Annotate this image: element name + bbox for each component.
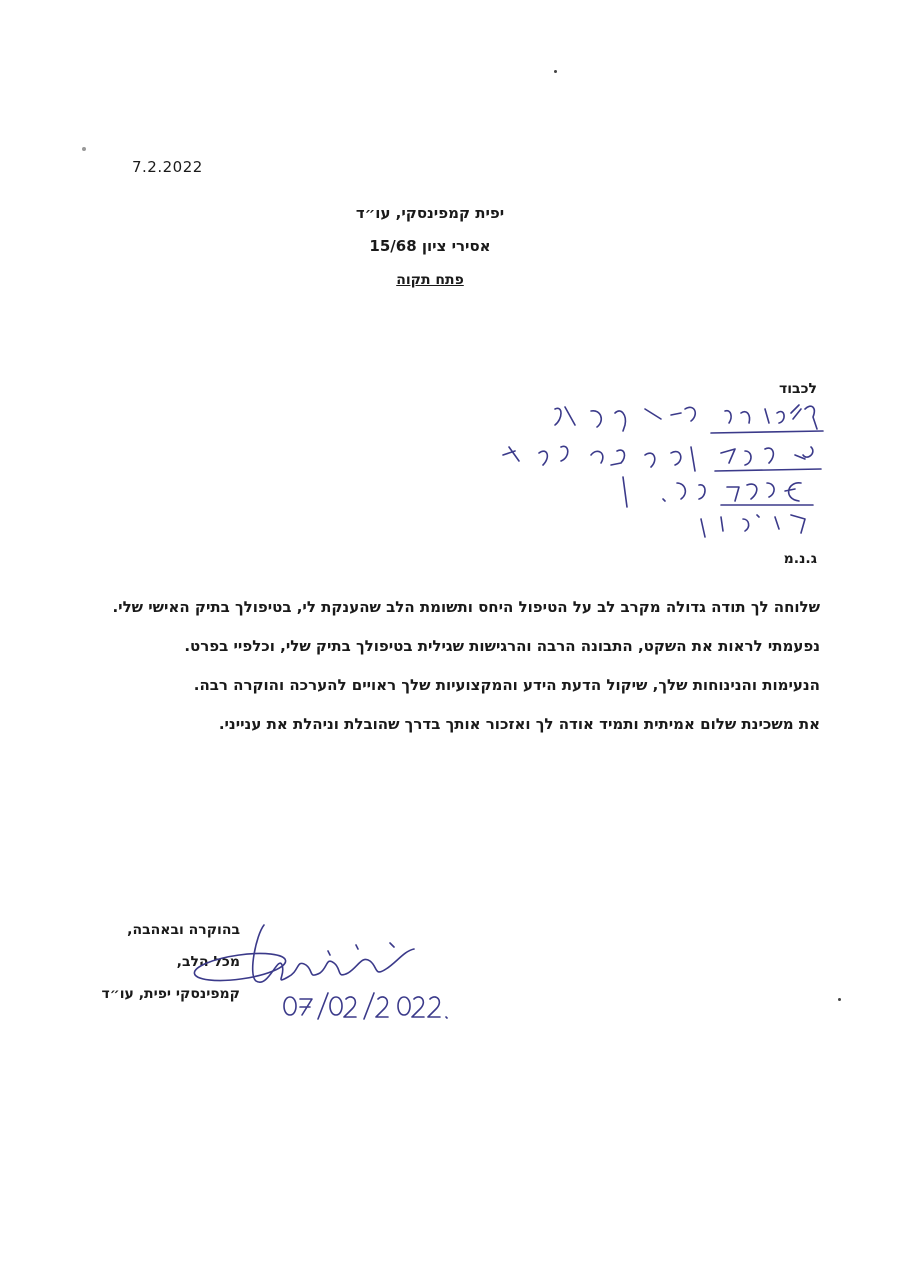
handwritten-recipient-address xyxy=(495,395,825,545)
closing-line-3: קמפינסקי יפית, עו״ד xyxy=(101,986,240,1002)
sender-city: פתח תקוה xyxy=(396,272,464,288)
body-paragraph-3: הנעימות והנינוחות שלך, שיקול הדעת הידע והמקצועיות שלך ראויים להערכה והוקרה רבה. xyxy=(193,676,820,694)
greeting: ג.נ.מ xyxy=(783,551,817,567)
speck-top xyxy=(554,70,557,73)
speck-right xyxy=(838,998,841,1001)
salutation: לכבוד xyxy=(779,381,817,397)
body-paragraph-4: את משכינת שלום אמיתית ותמיד אודה לך ואזכור אותך בדרך שהובלת וניהלת את ענייני. xyxy=(218,715,820,733)
handwritten-signature xyxy=(178,915,448,1025)
letter-body xyxy=(110,592,820,748)
body-paragraph-2: נפעמתי לראות את השקט, התבונה הרבה והרגישות שגילית בטיפולך בתיק שלי, וכלפיי בפרט. xyxy=(184,637,820,655)
sender-subtitle: אסירי ציון 15/68 xyxy=(369,237,491,255)
closing-line-1: בהוקרה ובאהבה, xyxy=(127,922,240,938)
body-paragraph-1: שלוחה לך תודה גדולה מקרב לב על הטיפול היחס ותשומת הלב שהענקת לי, בטיפולך בתיק האישי שלי. xyxy=(112,598,820,616)
speck-left xyxy=(82,147,86,151)
letter-date: 7.2.2022 xyxy=(132,158,203,176)
sender-name: יפית קמפינסקי, עו״ד xyxy=(355,204,505,222)
closing-line-2: מכל הלב, xyxy=(176,954,240,970)
